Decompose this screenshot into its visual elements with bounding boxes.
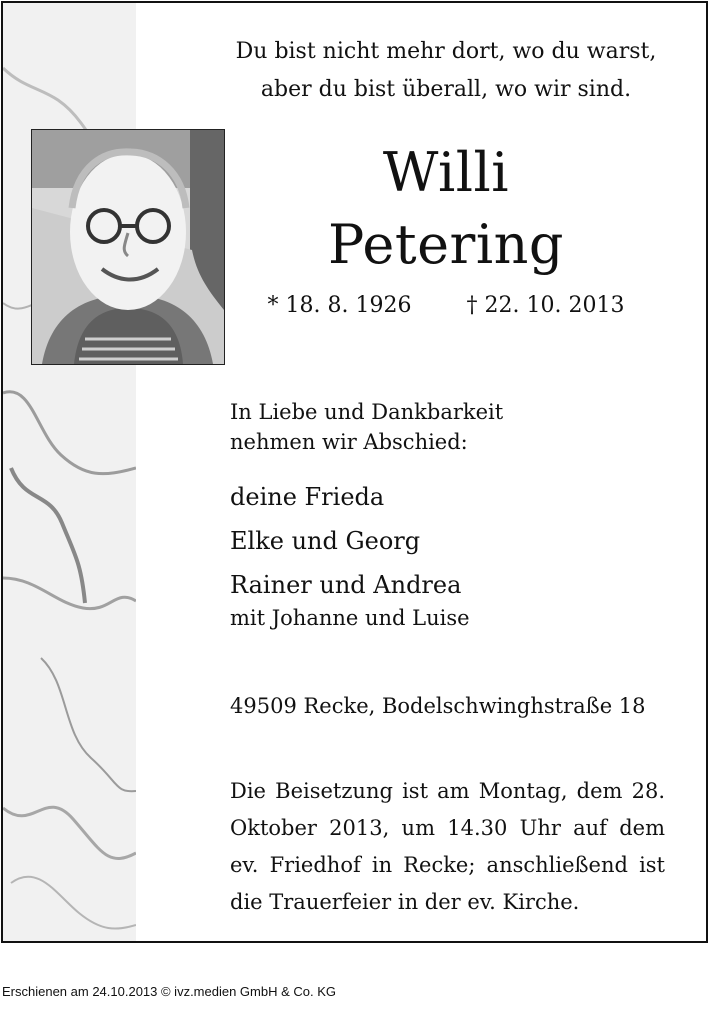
farewell-line-2: nehmen wir Abschied: (230, 430, 468, 454)
deceased-last-name: Petering (328, 213, 564, 276)
publication-footer: Erschienen am 24.10.2013 © ivz.medien GmbH & Co. KG (2, 984, 337, 999)
funeral-details: Die Beisetzung ist am Montag, dem 28. Oktober 2013, um 14.30 Uhr auf dem ev. Friedhof in Recke; anschließend ist die Trauerfeier in der ev. Kirche. (230, 779, 665, 914)
family-member: Elke und Georg (230, 527, 421, 555)
farewell-intro (230, 397, 503, 457)
memorial-quote (136, 33, 708, 109)
obituary-notice (1, 1, 708, 943)
quote-line-1: Du bist nicht mehr dort, wo du warst, (235, 39, 657, 64)
death-date: † 22. 10. 2013 (466, 293, 625, 318)
family-list (230, 475, 461, 607)
deceased-first-name: Willi (382, 141, 510, 204)
farewell-line-1: In Liebe und Dankbarkeit (230, 400, 504, 424)
family-member: deine Frieda (230, 483, 385, 511)
family-member: Rainer und Andrea (230, 571, 462, 599)
address-line: 49509 Recke, Bodelschwinghstraße 18 (230, 694, 646, 718)
life-dates (136, 292, 708, 320)
birth-date: * 18. 8. 1926 (267, 293, 412, 318)
grandchildren-line: mit Johanne und Luise (230, 606, 470, 630)
quote-line-2: aber du bist überall, wo wir sind. (260, 77, 632, 102)
